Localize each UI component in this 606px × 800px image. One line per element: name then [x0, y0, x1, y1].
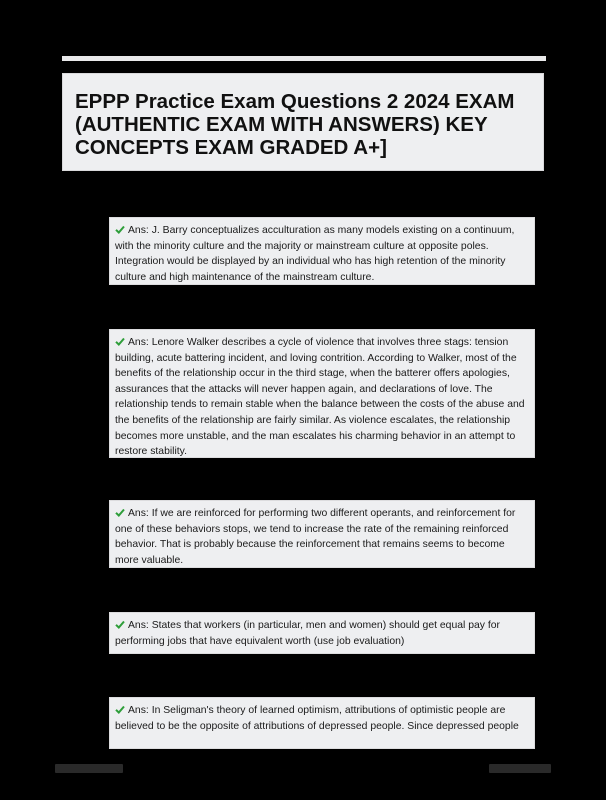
check-icon	[115, 705, 125, 714]
check-icon	[115, 508, 125, 517]
answer-text: J. Barry conceptualizes acculturation as many models existing on a continuum, with the minority culture and the majority or mainstream culture at opposite poles. Integration would be displayed by an individual who has high retention of the minority culture and high maintenance of the mainstream culture.	[115, 225, 515, 283]
answer-box-3	[109, 500, 535, 568]
answer-text: In Seligman's theory of learned optimism, attributions of optimistic people are believed to be the opposite of attributions of depressed people. Since depressed people	[115, 705, 519, 732]
answer-prefix: Ans:	[128, 337, 152, 348]
answer-text: If we are reinforced for performing two different operants, and reinforcement for one of these behaviors stops, we tend to increase the rate of the remaining reinforced behavior. That is probably because the reinforcement that remains seems to become more valuable.	[115, 508, 516, 566]
footer-right-mark	[489, 764, 551, 773]
document-title: EPPP Practice Exam Questions 2 2024 EXAM (AUTHENTIC EXAM WITH ANSWERS) KEY CONCEPTS EXAM GRADED A+]	[75, 90, 515, 159]
answer-box-2	[109, 329, 535, 458]
answer-prefix: Ans:	[128, 508, 152, 519]
answer-prefix: Ans:	[128, 225, 152, 236]
answer-box-4	[109, 612, 535, 654]
answer-text: Lenore Walker describes a cycle of violence that involves three stags: tension building, acute battering incident, and loving contrition. According to Walker, most of the benefits of the relationship occur in the third stage, when the batterer offers apologies, assurances that the attacks will never happen again, and declarations of love. The relationship tends to remain stable when the balance between the costs of the abuse and the benefits of the relationship are fairly similar. As violence escalates, the relationship becomes more unstable, and the man escalates his charming behavior in an attempt to restore stability.	[115, 337, 525, 458]
title-box	[62, 73, 544, 171]
check-icon	[115, 620, 125, 629]
answer-text: States that workers (in particular, men and women) should get equal pay for performing jobs that have equivalent worth (use job evaluation)	[115, 620, 500, 647]
answer-prefix: Ans:	[128, 705, 152, 716]
check-icon	[115, 225, 125, 234]
answer-box-1	[109, 217, 535, 285]
top-divider	[62, 56, 546, 61]
check-icon	[115, 337, 125, 346]
answer-prefix: Ans:	[128, 620, 152, 631]
footer-left-mark	[55, 764, 123, 773]
answer-box-5	[109, 697, 535, 749]
